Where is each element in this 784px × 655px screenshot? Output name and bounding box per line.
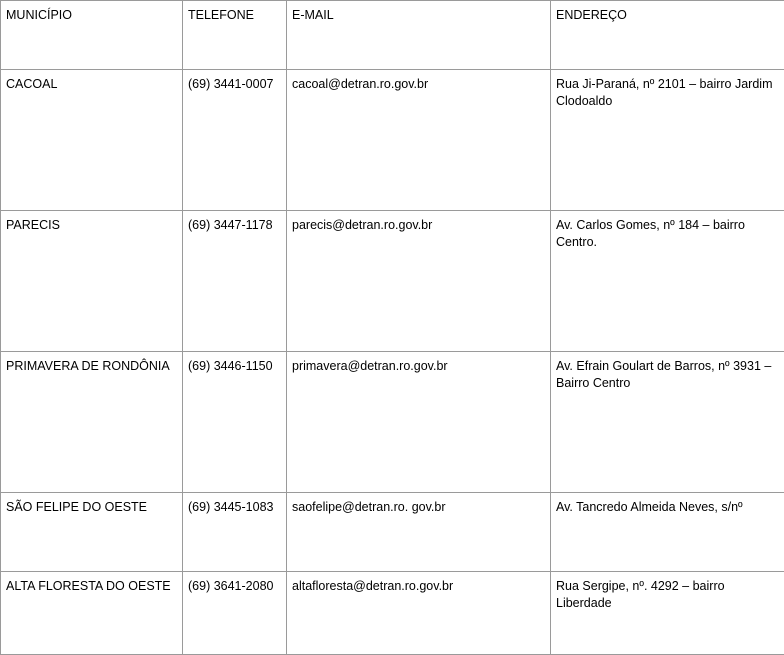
municipio-value: CACOAL [6, 76, 177, 93]
municipio-value: PARECIS [6, 217, 177, 234]
table-row [1, 211, 784, 352]
municipio-value: ALTA FLORESTA DO OESTE [6, 578, 177, 595]
endereco-value: Rua Sergipe, nº. 4292 – bairro Liberdade [556, 578, 779, 611]
cell-telefone [183, 70, 287, 211]
email-value: altafloresta@detran.ro.gov.br [292, 578, 545, 595]
cell-municipio [1, 211, 183, 352]
cell-telefone [183, 572, 287, 655]
municipio-value: SÃO FELIPE DO OESTE [6, 499, 177, 516]
cell-endereco [551, 352, 784, 493]
cell-municipio [1, 493, 183, 572]
cell-email [287, 493, 551, 572]
table-header-row [1, 1, 784, 70]
header-cell-email [287, 1, 551, 70]
cell-telefone [183, 493, 287, 572]
table-row [1, 572, 784, 655]
cell-endereco [551, 70, 784, 211]
telefone-value: (69) 3447-1178 [188, 217, 281, 234]
cell-email [287, 70, 551, 211]
cell-email [287, 572, 551, 655]
email-value: primavera@detran.ro.gov.br [292, 358, 545, 375]
endereco-value: Rua Ji-Paraná, nº 2101 – bairro Jardim Clodoaldo [556, 76, 779, 109]
cell-telefone [183, 352, 287, 493]
endereco-value: Av. Carlos Gomes, nº 184 – bairro Centro. [556, 217, 779, 250]
email-value: parecis@detran.ro.gov.br [292, 217, 545, 234]
table-row [1, 493, 784, 572]
cell-endereco [551, 572, 784, 655]
cell-municipio [1, 352, 183, 493]
cell-telefone [183, 211, 287, 352]
table-row [1, 352, 784, 493]
cell-endereco [551, 493, 784, 572]
email-value: saofelipe@detran.ro. gov.br [292, 499, 545, 516]
header-label-email: E-MAIL [292, 7, 545, 24]
table-row [1, 70, 784, 211]
header-cell-endereco [551, 1, 784, 70]
header-cell-municipio [1, 1, 183, 70]
telefone-value: (69) 3446-1150 [188, 358, 281, 375]
endereco-value: Av. Tancredo Almeida Neves, s/nº [556, 499, 779, 516]
telefone-value: (69) 3445-1083 [188, 499, 281, 516]
cell-endereco [551, 211, 784, 352]
cell-municipio [1, 70, 183, 211]
cell-email [287, 211, 551, 352]
cell-municipio [1, 572, 183, 655]
municipio-value: PRIMAVERA DE RONDÔNIA [6, 358, 177, 375]
email-value: cacoal@detran.ro.gov.br [292, 76, 545, 93]
cell-email [287, 352, 551, 493]
telefone-value: (69) 3641-2080 [188, 578, 281, 595]
header-label-endereco: ENDEREÇO [556, 7, 779, 24]
endereco-value: Av. Efrain Goulart de Barros, nº 3931 – Bairro Centro [556, 358, 779, 391]
telefone-value: (69) 3441-0007 [188, 76, 281, 93]
header-label-municipio: MUNICÍPIO [6, 7, 177, 24]
header-cell-telefone [183, 1, 287, 70]
header-label-telefone: TELEFONE [188, 7, 281, 24]
